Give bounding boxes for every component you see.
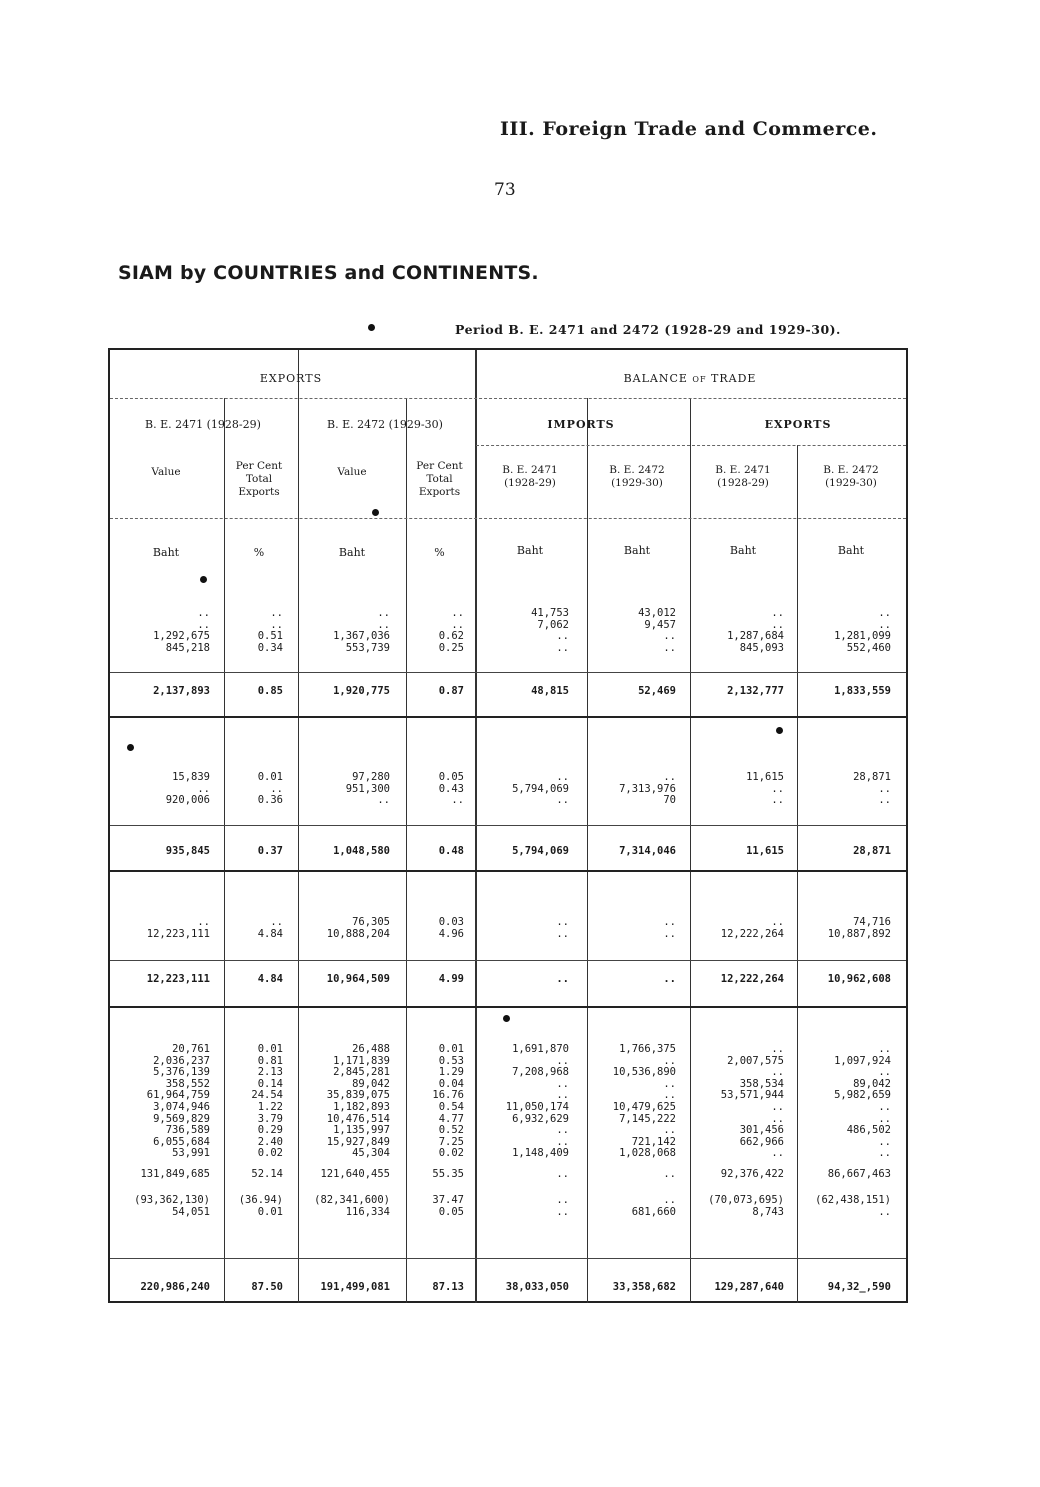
column-header: B. E. 2471 (1928-29) <box>715 464 771 489</box>
table-cell: 55.35 <box>432 1168 464 1180</box>
table-cell: 0.05 0.43 .. <box>438 771 464 807</box>
column-header: Value <box>337 466 367 478</box>
table-cell: .. 1,097,924 .. 89,042 5,982,659 .. .. 486,502 .. .. <box>834 1043 891 1160</box>
table-cell: .. .. 1,367,036 553,739 <box>333 607 390 654</box>
section-total: 1,920,775 <box>333 685 390 697</box>
section-total: .. <box>663 973 676 985</box>
table-cell: .. .. 1,287,684 845,093 <box>727 607 784 654</box>
exports-subheader: EXPORTS <box>764 418 832 431</box>
unit-label: Baht <box>516 544 544 557</box>
section-total: 0.85 <box>257 685 283 697</box>
table-cell: (93,362,130) 54,051 <box>134 1194 210 1218</box>
unit-label: Baht <box>623 544 651 557</box>
page-title: SIAM by COUNTRIES and CONTINENTS. <box>118 262 539 284</box>
table-cell: (62,438,151) .. <box>815 1194 891 1218</box>
section-total: 48,815 <box>531 685 569 697</box>
unit-label: Baht <box>837 544 865 557</box>
table-cell: (36.94) 0.01 <box>238 1194 283 1218</box>
ink-speck <box>200 576 207 583</box>
ink-speck <box>503 1015 510 1022</box>
section-total: 0.48 <box>438 845 464 857</box>
section-total: 38,033,050 <box>505 1281 569 1293</box>
section-total: 12,223,111 <box>146 973 210 985</box>
column-header: Per Cent Total Exports <box>416 460 463 498</box>
section-total: 10,964,509 <box>326 973 390 985</box>
table-cell: 0.01 0.53 1.29 0.04 16.76 0.54 4.77 0.52 7.25 0.02 <box>432 1043 464 1160</box>
table-cell: .. .. 0.62 0.25 <box>438 607 464 654</box>
table-cell: 76,305 10,888,204 <box>326 916 390 940</box>
table-cell: .. <box>663 1168 676 1180</box>
table-cell: .. .. <box>556 916 569 940</box>
table-cell: .. .. 0.51 0.34 <box>257 607 283 654</box>
table-cell: .. .. <box>556 1194 569 1218</box>
table-cell: .. 5,794,069 .. <box>512 771 569 807</box>
section-total: 28,871 <box>853 845 891 857</box>
unit-label: % <box>253 546 265 559</box>
section-total: 129,287,640 <box>714 1281 784 1293</box>
table-cell: 86,667,463 <box>827 1168 891 1180</box>
section-total: .. <box>556 973 569 985</box>
table-cell: .. 7,313,976 70 <box>619 771 676 807</box>
table-cell: 131,849,685 <box>140 1168 210 1180</box>
table-cell: (70,073,695) 8,743 <box>708 1194 784 1218</box>
section-total: 0.87 <box>438 685 464 697</box>
unit-label: Baht <box>152 546 180 559</box>
table-cell: 0.01 0.81 2.13 0.14 24.54 1.22 3.79 0.29 2.40 0.02 <box>251 1043 283 1160</box>
table-cell: 28,871 .. .. <box>853 771 891 807</box>
table-cell: 20,761 2,036,237 5,376,139 358,552 61,964,759 3,074,946 9,569,829 736,589 6,055,684 53,991 <box>146 1043 210 1160</box>
table-cell: (82,341,600) 116,334 <box>314 1194 390 1218</box>
table-cell: 0.01 .. 0.36 <box>257 771 283 807</box>
section-total: 10,962,608 <box>827 973 891 985</box>
year-2472-header: B. E. 2472 (1929-30) <box>327 418 443 431</box>
year-2471-header: B. E. 2471 (1928-29) <box>145 418 261 431</box>
section-total: 33,358,682 <box>612 1281 676 1293</box>
section-total: 191,499,081 <box>320 1281 390 1293</box>
column-header: B. E. 2472 (1929-30) <box>823 464 879 489</box>
imports-subheader: IMPORTS <box>547 418 615 431</box>
section-total: 2,137,893 <box>153 685 210 697</box>
unit-label: % <box>434 546 445 559</box>
section-total: 12,222,264 <box>720 973 784 985</box>
column-header: B. E. 2472 (1929-30) <box>609 464 665 489</box>
table-cell: 121,640,455 <box>320 1168 390 1180</box>
table-cell: .. .. 1,292,675 845,218 <box>153 607 210 654</box>
section-total: 7,314,046 <box>619 845 676 857</box>
section-total: 94,32_,590 <box>827 1281 891 1293</box>
section-total: 220,986,240 <box>140 1281 210 1293</box>
table-cell: 52.14 <box>251 1168 283 1180</box>
section-total: 52,469 <box>638 685 676 697</box>
table-cell: 43,012 9,457 .. .. <box>638 607 676 654</box>
table-cell: 11,615 .. .. <box>746 771 784 807</box>
table-cell: 41,753 7,062 .. .. <box>531 607 569 654</box>
table-cell: 15,839 .. 920,006 <box>165 771 210 807</box>
table-cell: 97,280 951,300 .. <box>345 771 390 807</box>
column-header: Per Cent Total Exports <box>235 460 283 498</box>
table-cell: 37.47 0.05 <box>432 1194 464 1218</box>
page-number: 73 <box>494 180 516 200</box>
table-cell: .. 681,660 <box>631 1194 676 1218</box>
period-caption: Period B. E. 2471 and 2472 (1928-29 and 1929-30). <box>455 322 841 337</box>
section-total: 4.99 <box>438 973 464 985</box>
table-cell: .. 2,007,575 .. 358,534 53,571,944 .. .. 301,456 662,966 .. <box>720 1043 784 1160</box>
section-total: 87.50 <box>251 1281 283 1293</box>
section-heading: III. Foreign Trade and Commerce. <box>500 118 878 140</box>
balance-group-header: BALANCE of TRADE <box>623 372 757 385</box>
table-cell: .. .. <box>663 916 676 940</box>
table-cell: .. .. 1,281,099 552,460 <box>834 607 891 654</box>
ink-speck <box>776 727 783 734</box>
table-cell: .. 12,222,264 <box>720 916 784 940</box>
ink-speck <box>127 744 134 751</box>
table-cell: .. <box>556 1168 569 1180</box>
section-total: 4.84 <box>257 973 283 985</box>
section-total: 1,048,580 <box>333 845 390 857</box>
table-cell: 26,488 1,171,839 2,845,281 89,042 35,839,075 1,182,893 10,476,514 1,135,997 15,927,849 45,304 <box>326 1043 390 1160</box>
table-cell: 1,766,375 .. 10,536,890 .. .. 10,479,625 7,145,222 .. 721,142 1,028,068 <box>612 1043 676 1160</box>
column-header: B. E. 2471 (1928-29) <box>502 464 558 489</box>
table-cell: 1,691,870 .. 7,208,968 .. .. 11,050,174 6,932,629 .. .. 1,148,409 <box>505 1043 569 1160</box>
section-total: 935,845 <box>165 845 210 857</box>
table-cell: .. 4.84 <box>257 916 283 940</box>
exports-group-header: EXPORTS <box>259 372 323 385</box>
unit-label: Baht <box>729 544 757 557</box>
section-total: 87.13 <box>432 1281 464 1293</box>
ink-speck <box>368 324 375 331</box>
section-total: 11,615 <box>746 845 784 857</box>
table-cell: .. 12,223,111 <box>146 916 210 940</box>
section-total: 1,833,559 <box>834 685 891 697</box>
table-cell: 74,716 10,887,892 <box>827 916 891 940</box>
table-cell: 0.03 4.96 <box>438 916 464 940</box>
section-total: 0.37 <box>257 845 283 857</box>
unit-label: Baht <box>338 546 366 559</box>
section-total: 5,794,069 <box>512 845 569 857</box>
ink-speck <box>372 509 379 516</box>
column-header: Value <box>151 466 181 478</box>
section-total: 2,132,777 <box>727 685 784 697</box>
table-cell: 92,376,422 <box>720 1168 784 1180</box>
